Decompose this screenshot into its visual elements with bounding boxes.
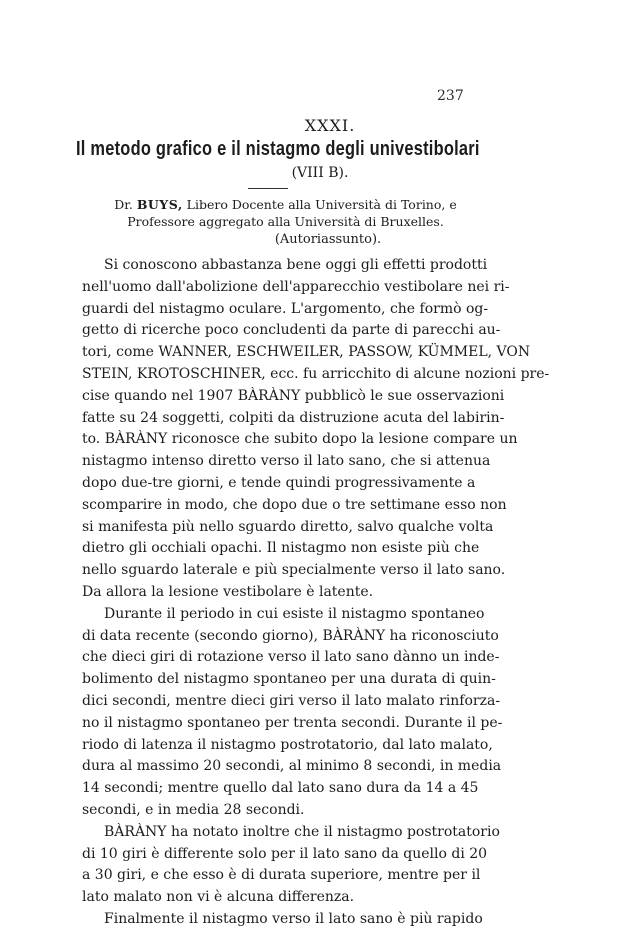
article-subtitle: (VIII B). [291,165,349,181]
body-line: che dieci giri di rotazione verso il lato sano dànno un inde- [82,649,500,666]
body-line: no il nistagmo spontaneo per trenta secondi. Durante il pe- [82,714,503,731]
body-line: nello sguardo laterale e più specialmente verso il lato sano. [82,562,506,579]
body-line: scomparire in modo, che dopo due o tre settimane esso non [82,496,507,513]
autoriassunto-note: (Autoriassunto). [274,232,382,247]
body-line: fatte su 24 soggetti, colpiti da distruzione acuta del labirin- [82,409,505,426]
article-body [82,255,550,931]
byline-affiliation-1: Libero Docente alla Università di Torino, e [186,197,457,212]
body-line: 14 secondi; mentre quello dal lato sano dura da 14 a 45 [82,780,479,797]
body-line: secondi, e in media 28 secondi. [82,801,305,818]
body-line: BÀRÀNY ha notato inoltre che il nistagmo postrotatorio [104,823,500,840]
body-line: a 30 giri, e che esso è di durata superiore, mentre per il [82,867,481,884]
page-number: 237 [437,88,464,104]
body-line: nistagmo intenso diretto verso il lato sano, che si attenua [82,453,491,470]
article-title: Il metodo grafico e il nistagmo degli univestibolari [76,138,480,160]
body-line: Durante il periodo in cui esiste il nistagmo spontaneo [104,605,485,622]
body-line: Da allora la lesione vestibolare è latente. [82,583,374,600]
body-line: to. BÀRÀNY riconosce che subito dopo la lesione compare un [82,431,518,448]
body-line: STEIN, KROTOSCHINER, ecc. fu arricchito di alcune nozioni pre- [82,365,550,382]
body-line: bolimento del nistagmo spontaneo per una durata di quin- [82,671,496,688]
body-line: Finalmente il nistagmo verso il lato sano è più rapido [104,910,483,927]
body-line: Si conoscono abbastanza bene oggi gli effetti prodotti [104,257,488,273]
byline-affiliation-2: Professore aggregato alla Università di Bruxelles. [127,214,444,229]
body-line: getto di ricerche poco concludenti da parte di parecchi au- [82,322,501,339]
byline-line-1 [103,196,468,213]
body-line: di 10 giri è differente solo per il lato sano da quello di 20 [82,845,488,862]
body-line: dopo due-tre giorni, e tende quindi progressivamente a [82,474,476,491]
body-line: cise quando nel 1907 BÀRÀNY pubblicò le sue osservazioni [82,387,505,404]
body-line: tori, come WANNER, ESCHWEILER, PASSOW, KÜMMEL, VON [82,344,531,361]
body-line: nell'uomo dall'abolizione dell'apparecchio vestibolare nei ri- [82,278,510,295]
byline-prefix: Dr. [114,197,133,212]
chapter-number: XXXI. [304,116,356,135]
body-line: di data recente (secondo giorno), BÀRÀNY ha riconosciuto [82,627,499,644]
body-line: dici secondi, mentre dieci giri verso il lato malato rinforza- [82,692,501,709]
author-byline [103,196,468,230]
body-line: si manifesta più nello sguardo diretto, salvo qualche volta [82,518,494,535]
body-line: riodo di latenza il nistagmo postrotatorio, dal lato malato, [82,736,493,753]
body-line: lato malato non vi è alcuna differenza. [82,889,355,906]
body-line: guardi del nistagmo oculare. L'argomento, che formò og- [82,300,489,317]
body-line: dietro gli occhiali opachi. Il nistagmo non esiste più che [82,540,480,557]
author-name: BUYS, [136,197,183,212]
title-divider [248,188,288,189]
body-line: dura al massimo 20 secondi, al minimo 8 secondi, in media [82,758,502,775]
